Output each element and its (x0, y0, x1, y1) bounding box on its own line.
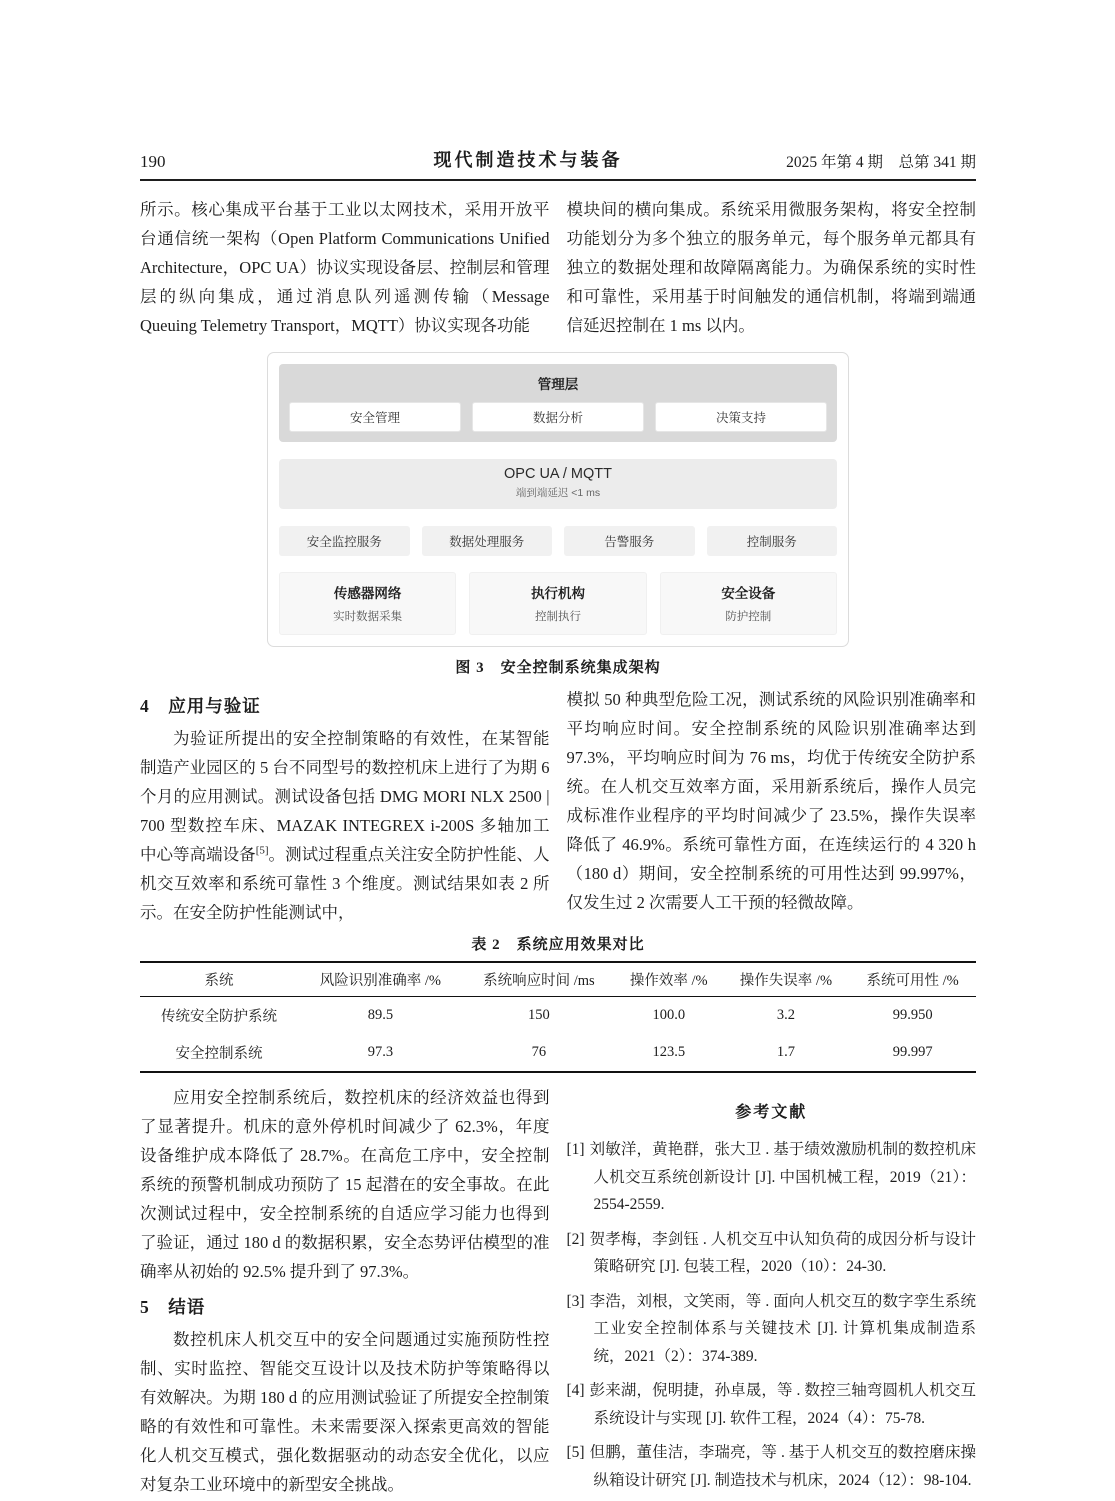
device-title: 传感器网络 (333, 586, 402, 601)
results-table (140, 961, 976, 1073)
figure-3 (140, 352, 976, 677)
device-box (660, 572, 837, 635)
section4-right-column (567, 685, 977, 927)
text-run: 。测试过程重点关注安全防护性能、人机交互效率和系统可靠性 3 个维度。测试结果如表 2 所示。在安全防护性能测试中， (140, 845, 550, 922)
paragraph: 模块间的横向集成。系统采用微服务架构，将安全控制功能划分为多个独立的服务单元，每个服务单元都具有独立的数据处理和故障隔离能力。为确保系统的实时性和可靠性，采用基于时间触发的通信机制，将端到端通信延迟控制在 1 ms 以内。 (566, 200, 976, 335)
section4-columns (140, 685, 976, 927)
table-cell: 传统安全防护系统 (160, 1009, 277, 1025)
paragraph: 模拟 50 种典型危险工况，测试系统的风险识别准确率和平均响应时间。安全控制系统的风险识别准确率达到 97.3%，平均响应时间为 76 ms，均优于传统安全防护系统。在人机交互效率方面，采用新系统后，操作人员完成标准作业程序的平均时间减少了 23.5%，操作失误率降低了 46.9%。系统可靠性方面，在连续运行的 4 320 h（180 d）期间，安全控制系统的可用性达到 99.997%，仅发生过 2 次需要人工干预的轻微故障。 (566, 690, 976, 912)
page-number: 190 (140, 152, 166, 171)
management-item: 安全管理 (289, 402, 461, 432)
intro-columns (140, 195, 976, 340)
device-box (279, 572, 456, 635)
reference-text: 贺孝梅，李剑钰 . 人机交互中认知负荷的成因分析与设计策略研究 [J]. 包装工程，2020（10）：24-30. (589, 1230, 976, 1275)
management-layer-title: 管理层 (537, 377, 579, 392)
table-cell: 76 (531, 1044, 547, 1060)
paragraph: 所示。核心集成平台基于工业以太网技术，采用开放平台通信统一架构（Open Platform Communications Unified Architecture，OPC UA）协议实现设备层、控制层和管理层的纵向集成，通过消息队列遥测传输（Message Queuing Telemetry Transport，MQTT）协议实现各功能 (140, 200, 550, 335)
section4-heading: 4 应用与验证 (140, 696, 261, 716)
references-title: 参考文献 (735, 1104, 808, 1121)
reference-text: 李浩，刘根，文笑雨，等 . 面向人机交互的数字孪生系统工业安全控制体系与关键技术 [J]. 计算机集成制造系统，2021（2）：374-389. (589, 1292, 976, 1365)
reference-text: 但鹏，董佳洁，李瑞亮，等 . 基于人机交互的数控磨床操纵箱设计研究 [J]. 制造技术与机床，2024（12）：98-104. (589, 1444, 976, 1489)
service-box: 控制服务 (707, 526, 838, 556)
paragraph (140, 724, 550, 927)
table-cell: 150 (528, 1007, 550, 1023)
page (140, 146, 976, 1501)
journal-title: 现代制造技术与装备 (433, 150, 623, 170)
device-subtitle: 控制执行 (534, 611, 581, 623)
issue-info: 2025 年第 4 期 总第 341 期 (786, 154, 976, 171)
table-cell: 100.0 (652, 1007, 686, 1023)
section4-left-column (140, 685, 550, 927)
table-cell: 99.950 (892, 1007, 933, 1023)
table-cell: 3.2 (776, 1007, 795, 1023)
bus-title: OPC UA / MQTT (504, 466, 612, 482)
table-cell: 97.3 (367, 1044, 394, 1060)
reference-label: [5] (566, 1444, 585, 1461)
paragraph: 数控机床人机交互中的安全问题通过实施预防性控制、实时监控、智能交互设计以及技术防护等策略得以有效解决。为期 180 d 的应用测试验证了所提安全控制策略的有效性和可靠性。未来需要深入探索更高效的智能化人机交互模式，强化数据驱动的动态安全优化，以应对复杂工业环境中的新型安全挑战。 (140, 1330, 550, 1494)
table-row (140, 997, 976, 1035)
service-box: 数据处理服务 (422, 526, 553, 556)
device-subtitle: 防护控制 (725, 611, 772, 623)
table-row (140, 1034, 976, 1072)
reference-label: [4] (566, 1382, 585, 1399)
table-cell: 123.5 (652, 1044, 686, 1060)
device-subtitle: 实时数据采集 (333, 611, 403, 623)
reference-text: 刘敏洋，黄艳群，张大卫 . 基于绩效激励机制的数控机床人机交互系统创新设计 [J]. 中国机械工程，2019（21）：2554-2559. (589, 1141, 976, 1213)
intro-right-column (567, 195, 977, 340)
reference-item (567, 1439, 977, 1494)
table-cell: 安全控制系统 (175, 1046, 263, 1062)
device-title: 执行机构 (530, 586, 585, 601)
table-caption: 表 2 系统应用效果对比 (471, 937, 645, 953)
management-item: 数据分析 (472, 402, 644, 432)
management-layer (279, 364, 837, 442)
reference-text: 彭来湖，倪明捷，孙卓晟，等 . 数控三轴弯圆机人机交互系统设计与实现 [J]. 软件工程，2024（4）：75-78. (589, 1382, 976, 1427)
table-cell: 1.7 (776, 1044, 795, 1060)
bus-latency-label: 端到端延迟 <1 ms (515, 487, 601, 499)
column-header: 操作失误率 /% (723, 962, 850, 997)
reference-item (567, 1377, 977, 1432)
figure-caption: 图 3 安全控制系统集成架构 (455, 660, 661, 676)
table-2-block (140, 933, 976, 1073)
reference-item (567, 1136, 977, 1219)
text-run: 为验证所提出的安全控制策略的有效性，在某智能制造产业园区的 5 台不同型号的数控机床上进行了为期 6 个月的应用测试。测试设备包括 DMG MORI NLX 2500 | 700 型数控车床、MAZAK INTEGREX i-200S 多轴加工中心等高端设备 (140, 729, 550, 864)
column-header: 系统 (140, 962, 298, 997)
bottom-columns (140, 1083, 976, 1501)
table-cell: 89.5 (367, 1007, 394, 1023)
services-row (279, 526, 837, 556)
table-cell: 99.997 (892, 1044, 933, 1060)
reference-item (567, 1288, 977, 1371)
column-header: 系统响应时间 /ms (463, 962, 615, 997)
references-column (567, 1083, 977, 1501)
architecture-diagram (267, 352, 849, 647)
reference-label: [2] (566, 1230, 585, 1248)
device-title: 安全设备 (721, 586, 776, 601)
reference-item (567, 1226, 977, 1281)
bottom-left-column (140, 1083, 550, 1501)
device-layer-row (279, 572, 837, 635)
citation-marker: [5] (255, 844, 269, 857)
service-box: 安全监控服务 (279, 526, 410, 556)
device-box (469, 572, 646, 635)
column-header: 风险识别准确率 /% (298, 962, 463, 997)
communication-bus (279, 459, 837, 509)
column-header: 操作效率 /% (615, 962, 723, 997)
management-items-row (289, 402, 827, 432)
management-item: 决策支持 (655, 402, 827, 432)
reference-label: [3] (566, 1292, 585, 1310)
paragraph: 应用安全控制系统后，数控机床的经济效益也得到了显著提升。机床的意外停机时间减少了 62.3%，年度设备维护成本降低了 28.7%。在高危工序中，安全控制系统的预警机制成功预防了 15 起潜在的安全事故。在此次测试过程中，安全控制系统的自适应学习能力也得到了验证，通过 180 d 的数据积累，安全态势评估模型的准确率从初始的 92.5% 提升到了 97.3%。 (140, 1088, 550, 1281)
column-header: 系统可用性 /% (849, 962, 976, 997)
running-head (140, 146, 976, 181)
table-header-row (140, 962, 976, 997)
section5-heading: 5 结语 (140, 1297, 206, 1317)
reference-label: [1] (566, 1141, 585, 1158)
service-box: 告警服务 (564, 526, 695, 556)
intro-left-column (140, 195, 550, 340)
